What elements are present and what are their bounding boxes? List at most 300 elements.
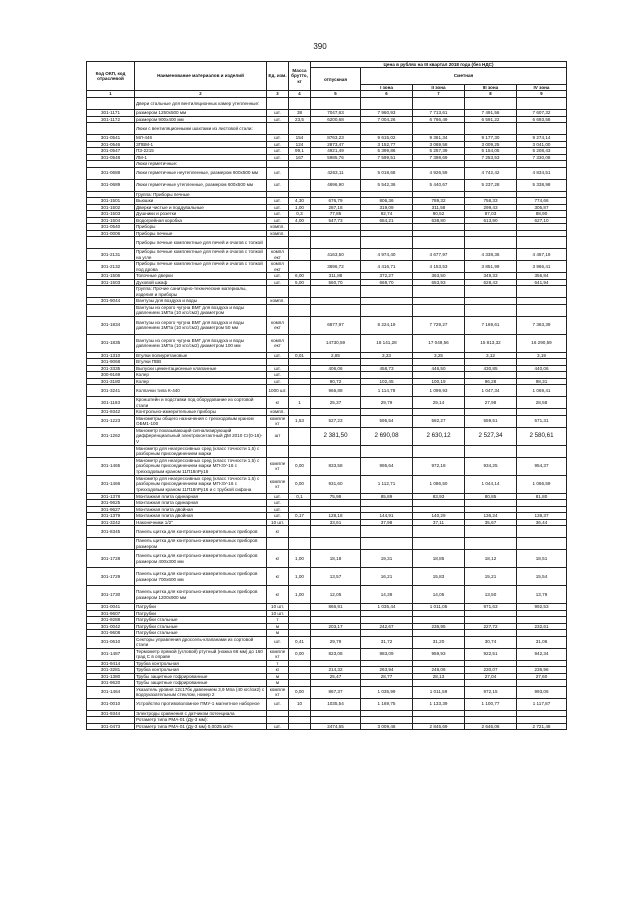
item-code: 301-1502 bbox=[87, 204, 135, 211]
item-unit: шт. bbox=[267, 217, 289, 224]
price-zone-1: 9 615,02 bbox=[361, 135, 413, 142]
price-zone-1: 3 009,46 bbox=[361, 723, 413, 730]
item-unit: кг bbox=[267, 667, 289, 674]
price-zone-1: 16,21 bbox=[361, 568, 413, 586]
price-zone-1: 5 542,36 bbox=[361, 179, 413, 191]
price-release: 867,37 bbox=[311, 686, 361, 698]
item-name: МЛ-446 bbox=[135, 135, 267, 142]
item-name: Панель щитка для контрольно-измерительных приборов размером 700х600 мм bbox=[135, 568, 267, 586]
item-code: 301-0473 bbox=[87, 723, 135, 730]
item-unit: шт. bbox=[267, 154, 289, 161]
price-zone-2: 100,19 bbox=[413, 378, 465, 385]
item-name: Вантузы из серого чугуна ВМГ для воздуха и воды давлением 1МПа (10 кгс/см2) диаметром 50 мм bbox=[135, 316, 267, 334]
item-code: 301-0546 bbox=[87, 141, 135, 148]
item-name: Ротаметр типа РМА-01 (Ду-3 мм): bbox=[135, 717, 267, 724]
header-zone-2: II зона bbox=[413, 84, 465, 90]
item-code: 301-1464 bbox=[87, 686, 135, 698]
price-zone-2: 4 926,59 bbox=[413, 167, 465, 179]
item-code bbox=[87, 98, 135, 110]
item-code: 301-3180 bbox=[87, 378, 135, 385]
item-code bbox=[87, 304, 135, 316]
price-zone-1 bbox=[361, 538, 413, 550]
price-zone-1: 372,27 bbox=[361, 273, 413, 280]
item-unit bbox=[267, 237, 289, 249]
price-release bbox=[311, 237, 361, 249]
price-zone-2: 638,80 bbox=[413, 217, 465, 224]
item-mass: 0,1 bbox=[289, 493, 311, 500]
item-code: 301-1501 bbox=[87, 198, 135, 205]
item-name: Люки герметичные утепленные, размером 600х500 мм bbox=[135, 179, 267, 191]
price-zone-1: 7 960,93 bbox=[361, 110, 413, 117]
item-unit: т bbox=[267, 660, 289, 667]
item-name: Электроды сравнения с датчиком потенциала bbox=[135, 710, 267, 717]
item-unit: шт bbox=[267, 427, 289, 445]
item-code: 301-1834 bbox=[87, 316, 135, 334]
item-name: Манометр для неагрессивных сред (класс точности 1,5) с разборным присоединением марки МП-3У-16 с трехходовым краном 11П18пРу16 и с трубкой сифона bbox=[135, 475, 267, 493]
item-name: Двери стальные для вентиляционных камер утепленные: bbox=[135, 98, 267, 110]
price-release: 4263,11 bbox=[311, 167, 361, 179]
price-zone-4: 88,90 bbox=[517, 211, 567, 218]
item-name: Топочные дверки bbox=[135, 273, 267, 280]
price-zone-4: 31,06 bbox=[517, 636, 567, 648]
item-name: Термометр прямой (угловой) ртутный (ножка 66 мм) до 160 град С в оправе bbox=[135, 648, 267, 660]
price-zone-4: 13,79 bbox=[517, 586, 567, 604]
price-zone-1: 8 224,19 bbox=[361, 316, 413, 334]
item-mass: 6,00 bbox=[289, 273, 311, 280]
item-name: Приборы печные комплектные для печей и очагов с топкой на угле bbox=[135, 249, 267, 261]
item-unit: шт. bbox=[267, 110, 289, 117]
item-unit: кг bbox=[267, 397, 289, 409]
item-mass: 167 bbox=[289, 154, 311, 161]
item-code: 301-0540 bbox=[87, 224, 135, 231]
price-zone-1: 14,39 bbox=[361, 586, 413, 604]
item-name: Монтажная плита одинарная bbox=[135, 500, 267, 507]
price-zone-2: 4 153,53 bbox=[413, 261, 465, 273]
price-zone-2: 1 011,05 bbox=[413, 604, 465, 611]
price-release: 966,88 bbox=[311, 385, 361, 397]
price-zone-1: 18 141,28 bbox=[361, 334, 413, 352]
column-number: 9 bbox=[517, 91, 567, 98]
item-code: 301-0041 bbox=[87, 604, 135, 611]
price-zone-1: 669,70 bbox=[361, 279, 413, 286]
item-mass: 23,5 bbox=[289, 116, 311, 123]
item-mass: 5,00 bbox=[289, 279, 311, 286]
price-zone-2: 959,93 bbox=[413, 648, 465, 660]
item-unit: компл ект bbox=[267, 261, 289, 273]
item-name: Колер bbox=[135, 372, 267, 379]
item-unit bbox=[267, 445, 289, 457]
item-unit: м bbox=[267, 680, 289, 687]
item-mass: 124 bbox=[289, 141, 311, 148]
price-zone-3: 1 044,14 bbox=[465, 475, 517, 493]
column-number: 1 bbox=[87, 91, 135, 98]
item-mass bbox=[289, 261, 311, 273]
price-zone-4: 138,37 bbox=[517, 513, 567, 520]
item-mass: 0,00 bbox=[289, 648, 311, 660]
price-zone-4: 7 363,39 bbox=[517, 316, 567, 334]
item-code: 301-1310 bbox=[87, 352, 135, 359]
table-row bbox=[87, 538, 567, 550]
item-unit bbox=[267, 123, 289, 135]
item-code: 300-9169 bbox=[87, 372, 135, 379]
price-release: 4921,49 bbox=[311, 148, 361, 155]
item-name: Монтажная плита одинарная bbox=[135, 493, 267, 500]
item-name: Манометр для неагрессивных сред (класс точности 1,5) с разборным присоединением марки bbox=[135, 445, 267, 457]
item-name: Монтажная плита двойная bbox=[135, 506, 267, 513]
price-release: 8763,23 bbox=[311, 135, 361, 142]
price-release: 203,17 bbox=[311, 623, 361, 630]
item-code bbox=[87, 237, 135, 249]
price-zone-3: 934,25 bbox=[465, 457, 517, 475]
item-name: ЛМ-1 bbox=[135, 154, 267, 161]
item-mass bbox=[289, 316, 311, 334]
price-zone-1: 995,64 bbox=[361, 457, 413, 475]
price-zone-3: 971,63 bbox=[465, 604, 517, 611]
price-zone-4: 4 834,51 bbox=[517, 167, 567, 179]
table-row bbox=[87, 123, 567, 135]
item-name: размером 1250х500 мм bbox=[135, 110, 267, 117]
price-zone-1 bbox=[361, 98, 413, 110]
item-mass bbox=[289, 334, 311, 352]
item-code: 301-0610 bbox=[87, 636, 135, 648]
price-zone-4: 440,06 bbox=[517, 365, 567, 372]
price-release: 1035,54 bbox=[311, 698, 361, 710]
price-zone-4: 2 580,61 bbox=[517, 427, 567, 445]
item-unit: компл ект bbox=[267, 334, 289, 352]
price-release: 4163,50 bbox=[311, 249, 361, 261]
price-zone-1: 242,67 bbox=[361, 623, 413, 630]
price-zone-3: 7 491,56 bbox=[465, 110, 517, 117]
header-code: Код ОКП, код отраслевой bbox=[87, 62, 135, 91]
item-name: Группа: Приборы печные bbox=[135, 191, 267, 198]
item-unit: шт. bbox=[267, 493, 289, 500]
price-release bbox=[311, 538, 361, 550]
item-mass bbox=[289, 538, 311, 550]
item-name: Люки герметичные неутепленные, размером 600х500 мм bbox=[135, 167, 267, 179]
item-unit: кг bbox=[267, 526, 289, 538]
item-code: 301-1506 bbox=[87, 273, 135, 280]
item-mass: 4,00 bbox=[289, 217, 311, 224]
price-zone-2: 17 049,56 bbox=[413, 334, 465, 352]
header-release-price: отпускная bbox=[311, 68, 361, 91]
price-zone-3: 4 338,36 bbox=[465, 249, 517, 261]
header-unit: Ед. изм. bbox=[267, 62, 289, 91]
price-zone-1: 29,79 bbox=[361, 397, 413, 409]
price-zone-4: 98,31 bbox=[517, 378, 567, 385]
price-zone-4: 16 290,59 bbox=[517, 334, 567, 352]
item-name: Кронштейн и подставки под оборудование из сортовой стали bbox=[135, 397, 267, 409]
price-zone-3: 27,98 bbox=[465, 397, 517, 409]
item-mass bbox=[289, 445, 311, 457]
price-zone-1: 458,73 bbox=[361, 365, 413, 372]
price-zone-1 bbox=[361, 445, 413, 457]
item-name: Дверки чистые и поддувальные bbox=[135, 204, 267, 211]
price-zone-4: 236,96 bbox=[517, 667, 567, 674]
header-price-title: Цена в рублях на III квартал 2018 года (без НДС) bbox=[311, 62, 567, 68]
price-zone-2: 3 069,58 bbox=[413, 141, 465, 148]
item-name: Трубка контрольная bbox=[135, 660, 267, 667]
item-name: Патрубки bbox=[135, 610, 267, 617]
price-zone-4: 9 274,14 bbox=[517, 135, 567, 142]
item-code: 301-0006 bbox=[87, 230, 135, 237]
item-code: 301-1465 bbox=[87, 457, 135, 475]
price-zone-3: 3 009,25 bbox=[465, 141, 517, 148]
price-zone-2: 363,50 bbox=[413, 273, 465, 280]
item-unit: шт. bbox=[267, 279, 289, 286]
price-zone-3: 30,74 bbox=[465, 636, 517, 648]
price-zone-2 bbox=[413, 445, 465, 457]
item-name: Группа: Прочие санитарно-технические материалы, изделия и приборы bbox=[135, 286, 267, 298]
price-zone-3 bbox=[465, 123, 517, 135]
price-zone-4: 2 721,48 bbox=[517, 723, 567, 730]
item-mass: 0,00 bbox=[289, 686, 311, 698]
item-unit: шт. bbox=[267, 698, 289, 710]
item-mass: 154 bbox=[289, 135, 311, 142]
item-mass bbox=[289, 98, 311, 110]
price-release: 214,32 bbox=[311, 667, 361, 674]
item-unit: компле кт bbox=[267, 415, 289, 427]
item-unit: шт. bbox=[267, 116, 289, 123]
price-zone-1: 1 035,44 bbox=[361, 604, 413, 611]
item-name: Панель щитка для контрольно-измерительных приборов размером bbox=[135, 538, 267, 550]
item-name: Трубка контрольная bbox=[135, 667, 267, 674]
item-name: Патрубки стальные bbox=[135, 630, 267, 637]
price-zone-3: 6 591,22 bbox=[465, 116, 517, 123]
item-code: 301-0548 bbox=[87, 154, 135, 161]
price-zone-4: 6 693,58 bbox=[517, 116, 567, 123]
item-unit bbox=[267, 98, 289, 110]
price-zone-4: 3,19 bbox=[517, 352, 567, 359]
price-zone-1: 2 690,08 bbox=[361, 427, 413, 445]
table-row bbox=[87, 636, 567, 648]
price-release bbox=[311, 123, 361, 135]
table-row bbox=[87, 475, 567, 493]
item-unit: шт. bbox=[267, 352, 289, 359]
item-code: 301-0689 bbox=[87, 179, 135, 191]
price-zone-3: 5 237,28 bbox=[465, 179, 517, 191]
header-zone-4: IV зона bbox=[517, 84, 567, 90]
price-zone-4: 3 966,41 bbox=[517, 261, 567, 273]
price-zone-3: 559,51 bbox=[465, 415, 517, 427]
table-row bbox=[87, 686, 567, 698]
price-zone-3: 1 047,34 bbox=[465, 385, 517, 397]
price-zone-2: 1 133,39 bbox=[413, 698, 465, 710]
price-release: 547,73 bbox=[311, 217, 361, 224]
item-mass: 0,3 bbox=[289, 211, 311, 218]
item-code: 301-9414 bbox=[87, 660, 135, 667]
price-release: 77,85 bbox=[311, 211, 361, 218]
price-zone-1: 1 169,75 bbox=[361, 698, 413, 710]
item-code: 301-1730 bbox=[87, 586, 135, 604]
price-zone-4 bbox=[517, 445, 567, 457]
item-unit: кг bbox=[267, 586, 289, 604]
item-unit: 10 шт. bbox=[267, 610, 289, 617]
item-unit: шт. bbox=[267, 204, 289, 211]
item-mass: 4,30 bbox=[289, 198, 311, 205]
item-unit: шт. bbox=[267, 141, 289, 148]
item-mass: 1,00 bbox=[289, 586, 311, 604]
price-zone-3 bbox=[465, 286, 517, 298]
item-code: 301-0042 bbox=[87, 623, 135, 630]
price-release: 311,88 bbox=[311, 273, 361, 280]
price-release: 2,85 bbox=[311, 352, 361, 359]
item-unit: компле кт bbox=[267, 648, 289, 660]
price-release: 4696,90 bbox=[311, 179, 361, 191]
table-row bbox=[87, 261, 567, 273]
price-release: 2873,47 bbox=[311, 141, 361, 148]
price-release bbox=[311, 304, 361, 316]
item-code: 301-1171 bbox=[87, 110, 135, 117]
item-unit: шт. bbox=[267, 372, 289, 379]
price-zone-1: 92,74 bbox=[361, 211, 413, 218]
price-release: 7047,63 bbox=[311, 110, 361, 117]
price-zone-1: 19,31 bbox=[361, 550, 413, 568]
item-unit: компл. bbox=[267, 409, 289, 416]
price-zone-4: 993,06 bbox=[517, 686, 567, 698]
item-name: Духовой шкаф bbox=[135, 279, 267, 286]
price-zone-3 bbox=[465, 526, 517, 538]
table-row bbox=[87, 304, 567, 316]
table-row bbox=[87, 397, 567, 409]
item-unit: т bbox=[267, 617, 289, 624]
price-zone-3 bbox=[465, 98, 517, 110]
table-row bbox=[87, 179, 567, 191]
price-zone-4: 232,61 bbox=[517, 623, 567, 630]
item-unit: компл ект bbox=[267, 316, 289, 334]
item-name: Трубы защитные гофрированные bbox=[135, 673, 267, 680]
item-unit: компл. bbox=[267, 230, 289, 237]
item-mass bbox=[289, 286, 311, 298]
item-unit: шт. bbox=[267, 636, 289, 648]
item-code: 301-0547 bbox=[87, 148, 135, 155]
price-release bbox=[311, 445, 361, 457]
price-zone-4: 1 066,59 bbox=[517, 475, 567, 493]
item-name: Манометр показывающий сигнализирующий дифференциальный электроконтактный ДМ 2010 Сг(0-16)-V bbox=[135, 427, 267, 445]
price-zone-4: 1 117,87 bbox=[517, 698, 567, 710]
price-zone-3: 7 253,53 bbox=[465, 154, 517, 161]
item-unit: 10 шт. bbox=[267, 604, 289, 611]
price-zone-2 bbox=[413, 286, 465, 298]
price-zone-4: 1 069,41 bbox=[517, 385, 567, 397]
price-zone-3: 972,15 bbox=[465, 686, 517, 698]
item-unit bbox=[267, 538, 289, 550]
price-zone-1: 28,77 bbox=[361, 673, 413, 680]
item-name: Указатель уровня 12с17бк давлением 3,9 Мпа (40 кгс/см2) с водоуказательным стеклом, номер 2 bbox=[135, 686, 267, 698]
price-zone-4: 36,44 bbox=[517, 519, 567, 526]
price-zone-2: 1 086,50 bbox=[413, 475, 465, 493]
price-release: 3696,72 bbox=[311, 261, 361, 273]
table-row bbox=[87, 249, 567, 261]
price-zone-2: 83,93 bbox=[413, 493, 465, 500]
table-row bbox=[87, 334, 567, 352]
header-zone-1: I зона bbox=[361, 84, 413, 90]
column-number: 4 bbox=[289, 91, 311, 98]
price-release: 6877,97 bbox=[311, 316, 361, 334]
price-zone-2: 2 845,69 bbox=[413, 723, 465, 730]
item-name: Манометры общего назначения с трехходовым краном ОБМ1-100 bbox=[135, 415, 267, 427]
item-code bbox=[87, 445, 135, 457]
price-zone-4 bbox=[517, 304, 567, 316]
table-row bbox=[87, 550, 567, 568]
item-name: Секторы управления дроссель-клапанами из сортовой стали bbox=[135, 636, 267, 648]
price-zone-1: 85,89 bbox=[361, 493, 413, 500]
price-zone-4: 5 208,43 bbox=[517, 148, 567, 155]
item-code: 301-3242 bbox=[87, 519, 135, 526]
item-name: Вантузы из серого чугуна ВМГ для воздуха и воды давлением 1МПа (10 кгс/см2) диаметром 100 мм bbox=[135, 334, 267, 352]
price-zone-1: 3 152,77 bbox=[361, 141, 413, 148]
item-mass bbox=[289, 249, 311, 261]
item-unit: кг bbox=[267, 550, 289, 568]
item-code: 301-8345 bbox=[87, 526, 135, 538]
item-unit: м bbox=[267, 630, 289, 637]
item-code: 301-1223 bbox=[87, 415, 135, 427]
item-name: Патрубки bbox=[135, 604, 267, 611]
price-zone-2: 5 440,67 bbox=[413, 179, 465, 191]
column-numbers-row bbox=[87, 91, 567, 98]
price-zone-3: 18,12 bbox=[465, 550, 517, 568]
table-row bbox=[87, 445, 567, 457]
column-number: 8 bbox=[465, 91, 517, 98]
item-unit: м bbox=[267, 673, 289, 680]
price-release: 13,57 bbox=[311, 568, 361, 586]
price-zone-2: 5 257,39 bbox=[413, 148, 465, 155]
price-zone-1: 102,45 bbox=[361, 378, 413, 385]
item-name: Выпуски цементационные клапанные bbox=[135, 365, 267, 372]
price-zone-3: 230,07 bbox=[465, 667, 517, 674]
price-table-sheet bbox=[86, 61, 566, 730]
price-zone-1: 4 416,71 bbox=[361, 261, 413, 273]
item-code: 301-0688 bbox=[87, 167, 135, 179]
table-row bbox=[87, 526, 567, 538]
item-unit: 1000 шт. bbox=[267, 385, 289, 397]
item-name: Наконечники 1/2" bbox=[135, 519, 267, 526]
item-name: ПЗ-2215 bbox=[135, 148, 267, 155]
item-code: 301-1262 bbox=[87, 427, 135, 445]
item-code: 301-1487 bbox=[87, 648, 135, 660]
item-code: 301-9044 bbox=[87, 298, 135, 305]
table-header bbox=[87, 62, 567, 98]
price-zone-4: 3 041,00 bbox=[517, 141, 567, 148]
price-zone-3: 628,43 bbox=[465, 279, 517, 286]
price-zone-1: 4 974,40 bbox=[361, 249, 413, 261]
item-code: 301-2132 bbox=[87, 261, 135, 273]
price-zone-2: 6 786,49 bbox=[413, 116, 465, 123]
column-number: 2 bbox=[135, 91, 267, 98]
price-release: 75,98 bbox=[311, 493, 361, 500]
item-unit: шт. bbox=[267, 179, 289, 191]
price-zone-3: 430,85 bbox=[465, 365, 517, 372]
price-release: 560,70 bbox=[311, 279, 361, 286]
price-zone-3: 80,85 bbox=[465, 493, 517, 500]
price-zone-3: 3,12 bbox=[465, 352, 517, 359]
item-mass bbox=[289, 427, 311, 445]
price-release: 25,37 bbox=[311, 397, 361, 409]
item-code: 301-9620 bbox=[87, 680, 135, 687]
price-release bbox=[311, 98, 361, 110]
item-name: Приборы печные комплектные для печей и очагов с топкой под дрова bbox=[135, 261, 267, 273]
item-code: 301-9625 bbox=[87, 500, 135, 507]
item-code: 301-1380 bbox=[87, 673, 135, 680]
price-release: 12,05 bbox=[311, 586, 361, 604]
table-row bbox=[87, 457, 567, 475]
price-zone-4: 774,66 bbox=[517, 198, 567, 205]
item-name: Втулки ПВВ bbox=[135, 359, 267, 366]
price-release: 823,08 bbox=[311, 648, 361, 660]
price-release: 676,79 bbox=[311, 198, 361, 205]
price-zone-3: 227,72 bbox=[465, 623, 517, 630]
price-zone-2 bbox=[413, 237, 465, 249]
item-unit: шт. bbox=[267, 167, 289, 179]
